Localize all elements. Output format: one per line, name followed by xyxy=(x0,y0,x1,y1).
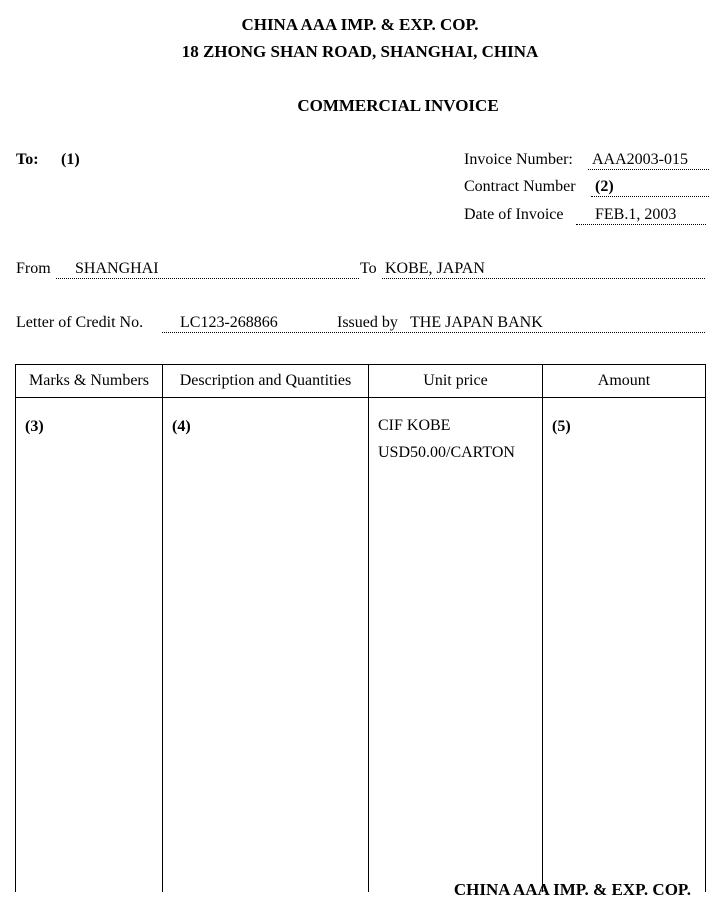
unit-price-value: USD50.00/CARTON xyxy=(378,444,515,461)
invoice-date-value: FEB.1, 2003 xyxy=(576,206,706,225)
to-value: (1) xyxy=(61,151,80,168)
header-amount: Amount xyxy=(543,365,706,398)
credit-row xyxy=(16,314,705,333)
contract-number-label: Contract Number xyxy=(464,178,576,195)
amount-value: (5) xyxy=(552,418,571,435)
amount-cell xyxy=(543,398,706,893)
unit-price-terms: CIF KOBE xyxy=(378,417,451,434)
marks-value: (3) xyxy=(25,418,44,435)
unit-price-cell xyxy=(369,398,543,893)
invoice-table xyxy=(15,364,706,892)
description-value: (4) xyxy=(172,418,191,435)
lc-underline xyxy=(162,332,705,333)
table-row xyxy=(16,398,706,893)
to-label: To: xyxy=(16,151,39,168)
header-unit-price: Unit price xyxy=(369,365,543,398)
to-port-label: To xyxy=(360,260,377,277)
invoice-number-label: Invoice Number: xyxy=(464,151,573,168)
issued-by-label: Issued by xyxy=(337,314,398,331)
route-row xyxy=(16,260,705,279)
document-title: COMMERCIAL INVOICE xyxy=(297,96,499,115)
lc-label: Letter of Credit No. xyxy=(16,314,144,331)
lc-number: LC123-268866 xyxy=(180,314,278,331)
from-value: SHANGHAI xyxy=(75,260,159,277)
to-port-underline xyxy=(382,278,705,279)
invoice-number-value: AAA2003-015 xyxy=(588,151,709,170)
from-label: From xyxy=(16,260,51,277)
to-port-value: KOBE, JAPAN xyxy=(385,260,485,277)
table-header-row xyxy=(16,365,706,398)
contract-number-row xyxy=(464,178,614,196)
invoice-date-label: Date of Invoice xyxy=(464,206,564,223)
description-cell xyxy=(163,398,369,893)
footer-signatory: CHINA AAA IMP. & EXP. COP. xyxy=(453,880,691,899)
header-marks-numbers: Marks & Numbers xyxy=(16,365,163,398)
invoice-date-row xyxy=(464,206,677,224)
contract-number-value: (2) xyxy=(591,178,709,197)
company-name: CHINA AAA IMP. & EXP. COP. xyxy=(241,15,479,34)
invoice-number-row xyxy=(464,151,688,169)
issuer-name: THE JAPAN BANK xyxy=(410,314,543,331)
company-address: 18 ZHONG SHAN ROAD, SHANGHAI, CHINA xyxy=(181,42,539,61)
from-underline xyxy=(56,278,359,279)
header-description-quantities: Description and Quantities xyxy=(163,365,369,398)
marks-cell xyxy=(16,398,163,893)
